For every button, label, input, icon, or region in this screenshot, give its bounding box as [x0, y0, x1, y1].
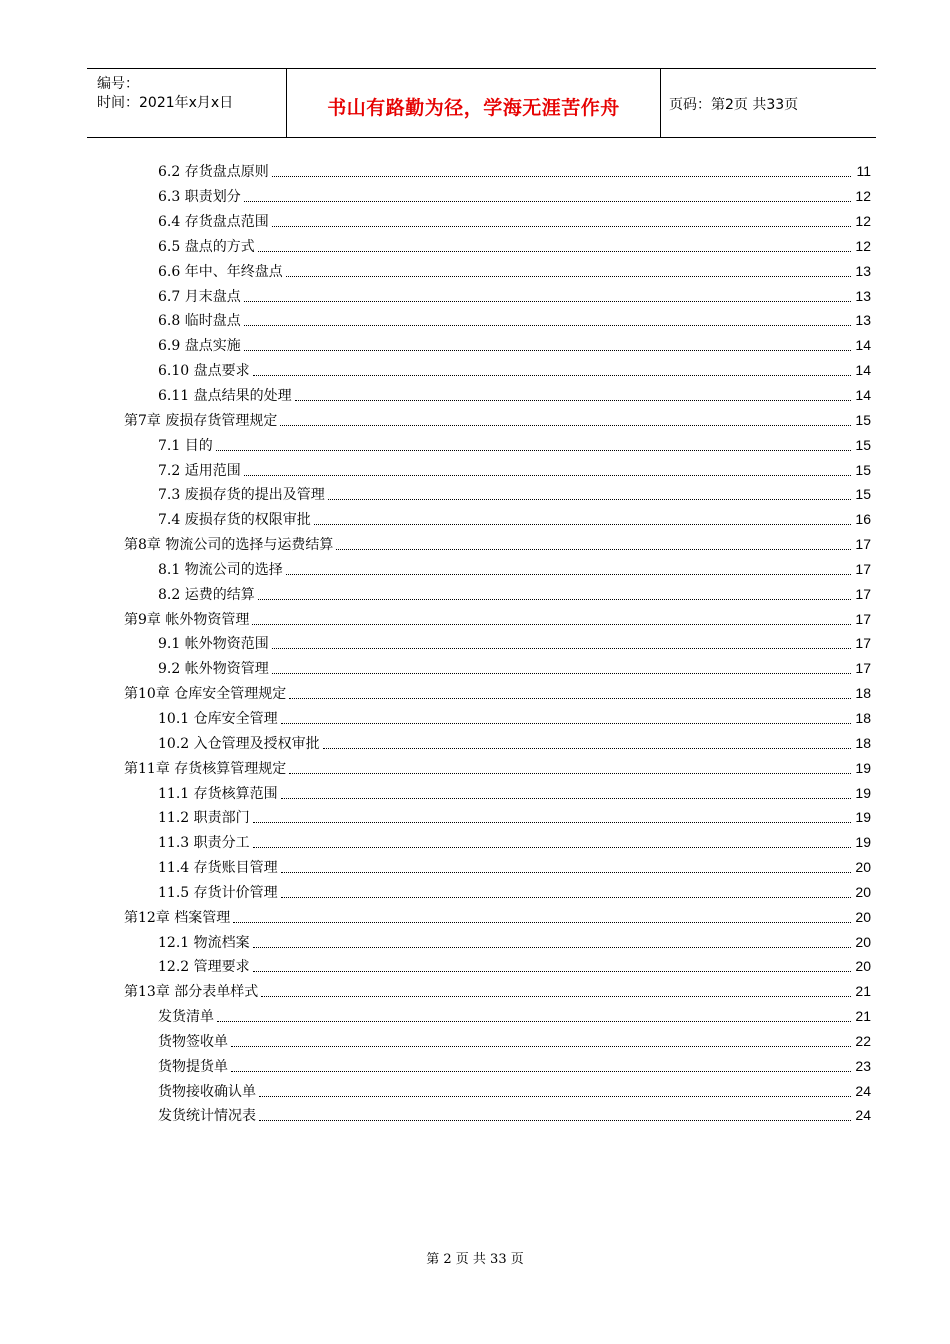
- toc-page-number: 15: [855, 486, 871, 503]
- toc-dot-leader: [258, 598, 851, 600]
- toc-dot-leader: [281, 896, 851, 898]
- toc-entry-title: 11.2 职责部门: [158, 810, 250, 827]
- toc-entry-title: 发货清单: [158, 1009, 214, 1026]
- toc-entry-title: 10.1 仓库安全管理: [158, 710, 278, 727]
- toc-section-entry[interactable]: [124, 283, 871, 308]
- toc-section-entry[interactable]: [124, 507, 871, 532]
- toc-page-number: 17: [855, 635, 871, 652]
- toc-dot-leader: [272, 672, 851, 674]
- toc-dot-leader: [244, 324, 851, 326]
- toc-section-entry[interactable]: [124, 383, 871, 408]
- toc-page-number: 21: [855, 983, 871, 1000]
- toc-page-number: 24: [855, 1107, 871, 1124]
- toc-entry-title: 6.4 存货盘点范围: [158, 214, 269, 231]
- toc-entry-title: 8.1 物流公司的选择: [158, 561, 283, 578]
- toc-section-entry[interactable]: [124, 457, 871, 482]
- header-page-info: 页码：第2页 共33页: [669, 97, 799, 113]
- toc-entry-title: 7.2 适用范围: [158, 462, 241, 479]
- toc-chapter-entry[interactable]: [124, 979, 871, 1004]
- toc-section-entry[interactable]: [124, 656, 871, 681]
- toc-entry-title: 12.2 管理要求: [158, 959, 250, 976]
- toc-dot-leader: [280, 424, 851, 426]
- toc-section-entry[interactable]: [124, 234, 871, 259]
- toc-entry-title: 第8章 物流公司的选择与运费结算: [124, 537, 334, 554]
- toc-entry-title: 货物签收单: [158, 1033, 228, 1050]
- toc-page-number: 20: [855, 883, 871, 900]
- toc-entry-title: 6.2 存货盘点原则: [158, 164, 269, 181]
- toc-entry-title: 6.8 临时盘点: [158, 313, 241, 330]
- toc-entry-title: 6.6 年中、年终盘点: [158, 263, 283, 280]
- page-header: [87, 68, 876, 138]
- toc-dot-leader: [323, 747, 851, 749]
- toc-dot-leader: [258, 250, 851, 252]
- toc-section-entry[interactable]: [124, 557, 871, 582]
- toc-section-entry[interactable]: [124, 1004, 871, 1029]
- toc-section-entry[interactable]: [124, 184, 871, 209]
- toc-page-number: 23: [855, 1057, 871, 1074]
- toc-page-number: 16: [855, 511, 871, 528]
- toc-dot-leader: [295, 399, 851, 401]
- toc-page-number: 12: [855, 188, 871, 205]
- toc-section-entry[interactable]: [124, 209, 871, 234]
- table-of-contents: [124, 159, 871, 1128]
- toc-chapter-entry[interactable]: [124, 681, 871, 706]
- toc-dot-leader: [289, 697, 851, 699]
- toc-dot-leader: [259, 1095, 851, 1097]
- toc-page-number: 18: [855, 734, 871, 751]
- toc-page-number: 17: [855, 610, 871, 627]
- toc-page-number: 13: [855, 262, 871, 279]
- toc-section-entry[interactable]: [124, 1103, 871, 1128]
- toc-section-entry[interactable]: [124, 1078, 871, 1103]
- toc-entry-title: 发货统计情况表: [158, 1108, 256, 1125]
- toc-entry-title: 第7章 废损存货管理规定: [124, 412, 278, 429]
- toc-section-entry[interactable]: [124, 879, 871, 904]
- toc-entry-title: 7.4 废损存货的权限审批: [158, 512, 311, 529]
- toc-page-number: 19: [855, 759, 871, 776]
- toc-dot-leader: [272, 175, 851, 177]
- toc-section-entry[interactable]: [124, 482, 871, 507]
- toc-page-number: 13: [855, 287, 871, 304]
- toc-dot-leader: [253, 821, 851, 823]
- toc-page-number: 24: [855, 1082, 871, 1099]
- toc-dot-leader: [272, 647, 851, 649]
- toc-section-entry[interactable]: [124, 830, 871, 855]
- toc-dot-leader: [253, 374, 851, 376]
- toc-section-entry[interactable]: [124, 432, 871, 457]
- toc-chapter-entry[interactable]: [124, 532, 871, 557]
- toc-entry-title: 第12章 档案管理: [124, 909, 231, 926]
- toc-page-number: 17: [855, 660, 871, 677]
- toc-dot-leader: [244, 200, 851, 202]
- toc-page-number: 20: [855, 933, 871, 950]
- toc-page-number: 18: [855, 709, 871, 726]
- toc-page-number: 15: [855, 461, 871, 478]
- toc-section-entry[interactable]: [124, 1029, 871, 1054]
- toc-entry-title: 11.3 职责分工: [158, 835, 250, 852]
- toc-dot-leader: [328, 498, 851, 500]
- toc-page-number: 17: [855, 585, 871, 602]
- toc-page-number: 20: [855, 958, 871, 975]
- toc-entry-title: 9.2 帐外物资管理: [158, 661, 269, 678]
- toc-page-number: 19: [855, 834, 871, 851]
- toc-page-number: 13: [855, 312, 871, 329]
- toc-entry-title: 货物接收确认单: [158, 1083, 256, 1100]
- toc-dot-leader: [244, 349, 851, 351]
- toc-chapter-entry[interactable]: [124, 755, 871, 780]
- page-footer: [0, 1248, 950, 1267]
- toc-dot-leader: [231, 1070, 851, 1072]
- toc-page-number: 20: [855, 859, 871, 876]
- toc-entry-title: 6.11 盘点结果的处理: [158, 388, 292, 405]
- toc-entry-title: 第13章 部分表单样式: [124, 984, 259, 1001]
- toc-chapter-entry[interactable]: [124, 904, 871, 929]
- toc-entry-title: 8.2 运费的结算: [158, 586, 255, 603]
- toc-dot-leader: [216, 449, 851, 451]
- toc-dot-leader: [281, 722, 851, 724]
- toc-entry-title: 11.5 存货计价管理: [158, 884, 278, 901]
- toc-page-number: 20: [855, 908, 871, 925]
- toc-page-number: 22: [855, 1032, 871, 1049]
- document-number-label: 编号：: [97, 76, 139, 92]
- toc-entry-title: 7.3 废损存货的提出及管理: [158, 487, 325, 504]
- toc-dot-leader: [244, 300, 851, 302]
- toc-page-number: 12: [855, 237, 871, 254]
- toc-page-number: 12: [855, 213, 871, 230]
- toc-page-number: 18: [855, 685, 871, 702]
- toc-dot-leader: [253, 970, 851, 972]
- toc-page-number: 14: [855, 387, 871, 404]
- toc-dot-leader: [253, 846, 851, 848]
- toc-dot-leader: [314, 523, 851, 525]
- toc-page-number: 15: [855, 411, 871, 428]
- toc-dot-leader: [233, 921, 851, 923]
- toc-section-entry[interactable]: [124, 581, 871, 606]
- toc-dot-leader: [253, 946, 851, 948]
- toc-page-number: 15: [855, 436, 871, 453]
- toc-entry-title: 10.2 入仓管理及授权审批: [158, 735, 320, 752]
- toc-entry-title: 6.5 盘点的方式: [158, 238, 255, 255]
- toc-entry-title: 11.4 存货账目管理: [158, 860, 278, 877]
- toc-section-entry[interactable]: [124, 258, 871, 283]
- toc-entry-title: 7.1 目的: [158, 437, 213, 454]
- toc-dot-leader: [286, 275, 851, 277]
- toc-dot-leader: [281, 797, 851, 799]
- toc-entry-title: 6.7 月末盘点: [158, 288, 241, 305]
- footer-page-number: 第 2 页 共 33 页: [426, 1252, 524, 1267]
- toc-section-entry[interactable]: [124, 780, 871, 805]
- toc-page-number: 17: [855, 536, 871, 553]
- toc-dot-leader: [259, 1119, 851, 1121]
- toc-dot-leader: [289, 772, 851, 774]
- toc-dot-leader: [261, 995, 851, 997]
- toc-dot-leader: [286, 573, 851, 575]
- toc-section-entry[interactable]: [124, 929, 871, 954]
- toc-section-entry[interactable]: [124, 855, 871, 880]
- toc-chapter-entry[interactable]: [124, 407, 871, 432]
- toc-dot-leader: [217, 1020, 851, 1022]
- toc-section-entry[interactable]: [124, 159, 871, 184]
- toc-dot-leader: [336, 548, 851, 550]
- document-date: 时间：2021年x月x日: [97, 95, 234, 111]
- toc-entry-title: 第10章 仓库安全管理规定: [124, 686, 287, 703]
- toc-entry-title: 12.1 物流档案: [158, 934, 250, 951]
- toc-entry-title: 11.1 存货核算范围: [158, 785, 278, 802]
- toc-section-entry[interactable]: [124, 706, 871, 731]
- header-motto: 书山有路勤为径，学海无涯苦作舟: [327, 97, 620, 119]
- toc-page-number: 17: [855, 560, 871, 577]
- toc-page-number: 11: [856, 163, 871, 180]
- toc-entry-title: 第9章 帐外物资管理: [124, 611, 250, 628]
- toc-page-number: 14: [855, 362, 871, 379]
- toc-chapter-entry[interactable]: [124, 606, 871, 631]
- toc-dot-leader: [272, 225, 851, 227]
- toc-page-number: 21: [855, 1008, 871, 1025]
- toc-entry-title: 货物提货单: [158, 1058, 228, 1075]
- header-meta-cell: [87, 69, 287, 137]
- toc-page-number: 14: [855, 337, 871, 354]
- toc-section-entry[interactable]: [124, 730, 871, 755]
- toc-section-entry[interactable]: [124, 333, 871, 358]
- toc-section-entry[interactable]: [124, 631, 871, 656]
- toc-page-number: 19: [855, 809, 871, 826]
- toc-dot-leader: [281, 871, 851, 873]
- toc-section-entry[interactable]: [124, 1053, 871, 1078]
- toc-entry-title: 第11章 存货核算管理规定: [124, 760, 287, 777]
- toc-entry-title: 9.1 帐外物资范围: [158, 636, 269, 653]
- toc-dot-leader: [252, 623, 851, 625]
- toc-section-entry[interactable]: [124, 805, 871, 830]
- header-motto-cell: [287, 69, 661, 137]
- toc-page-number: 19: [855, 784, 871, 801]
- toc-dot-leader: [244, 474, 851, 476]
- toc-section-entry[interactable]: [124, 954, 871, 979]
- toc-entry-title: 6.3 职责划分: [158, 189, 241, 206]
- toc-entry-title: 6.10 盘点要求: [158, 363, 250, 380]
- toc-entry-title: 6.9 盘点实施: [158, 338, 241, 355]
- toc-section-entry[interactable]: [124, 358, 871, 383]
- toc-dot-leader: [231, 1045, 851, 1047]
- toc-section-entry[interactable]: [124, 308, 871, 333]
- header-page-cell: [661, 69, 876, 137]
